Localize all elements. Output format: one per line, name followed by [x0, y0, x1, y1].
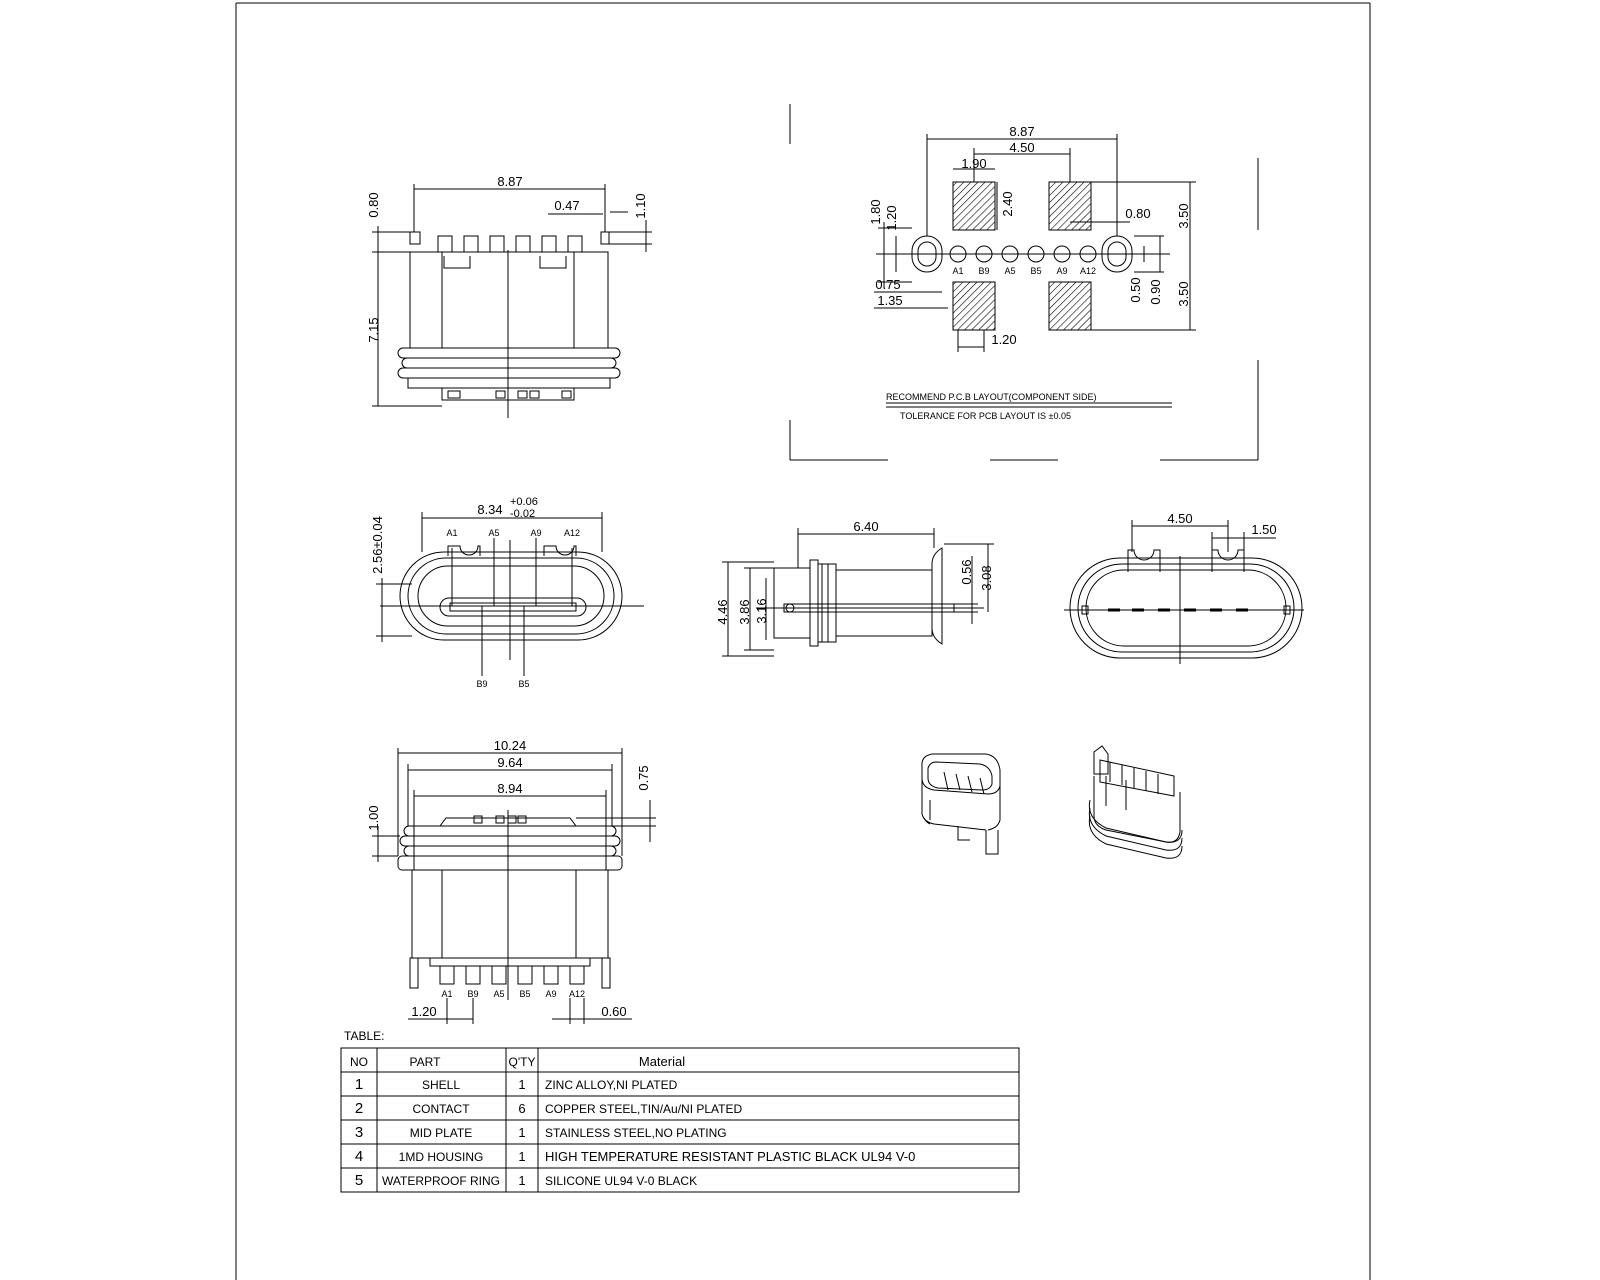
top-height-dim: 7.15	[366, 317, 381, 343]
pcb-padgap-dim: 1.20	[991, 332, 1017, 347]
table-cell-no: 4	[354, 1148, 364, 1165]
front-tol-minus: -0.02	[510, 508, 536, 520]
rear-view	[1064, 511, 1304, 664]
bottom-pin-label: A9	[545, 989, 557, 999]
front-pin-label-top: A5	[488, 528, 500, 538]
table-cell-no: 3	[354, 1124, 364, 1141]
pcb-pin-label: A9	[1056, 266, 1068, 276]
table-cell-qty: 1	[518, 1149, 526, 1164]
pcb-halfup-dim: 3.50	[1176, 203, 1191, 229]
table-header-qty: Q'TY	[508, 1055, 536, 1069]
table-cell-material: ZINC ALLOY,NI PLATED	[545, 1078, 678, 1092]
pcb-pin-label: A12	[1079, 266, 1097, 276]
pcb-smallh-dim: 0.50	[1128, 277, 1143, 303]
pcb-w2-dim: 1.35	[877, 293, 903, 308]
bottom-view	[366, 738, 656, 1024]
front-width-dim: 8.34	[477, 502, 503, 517]
side-length-dim: 6.40	[853, 519, 879, 534]
table-cell-qty: 1	[518, 1077, 526, 1092]
pcb-note-tolerance: TOLERANCE FOR PCB LAYOUT IS ±0.05	[900, 411, 1071, 421]
table-cell-part: MID PLATE	[409, 1126, 473, 1140]
rear-tab-dim: 1.50	[1251, 522, 1277, 537]
table-cell-qty: 1	[518, 1173, 526, 1188]
pcb-h1-dim: 1.80	[868, 199, 883, 225]
pcb-slotw-dim: 0.80	[1125, 206, 1151, 221]
table-cell-material: HIGH TEMPERATURE RESISTANT PLASTIC BLACK UL94 V-0	[545, 1149, 916, 1164]
front-height-dim: 2.56±0.04	[370, 516, 385, 574]
table-cell-material: SILICONE UL94 V-0 BLACK	[545, 1174, 698, 1188]
top-pin-dim: 0.47	[554, 198, 580, 213]
top-top-dim: 0.80	[366, 192, 381, 218]
pcb-halfdown-dim: 3.50	[1176, 281, 1191, 307]
front-pin-label-top: A12	[563, 528, 581, 538]
iso-view-right	[1089, 746, 1182, 858]
front-pin-label-top: A9	[530, 528, 542, 538]
bottom-pin-label: B5	[519, 989, 531, 999]
pcb-h2-dim: 1.20	[884, 205, 899, 231]
table-cell-part: 1MD HOUSING	[398, 1150, 484, 1164]
pcb-w1-dim: 0.75	[875, 277, 901, 292]
top-lead-dim: 1.10	[633, 193, 648, 219]
pcb-pin-label: A5	[1004, 266, 1016, 276]
table-header-material: Material	[638, 1054, 686, 1069]
front-pin-label-bottom: B5	[518, 679, 530, 689]
rear-span-dim: 4.50	[1167, 511, 1193, 526]
pcb-layout	[790, 104, 1258, 460]
bottom-flange-dim: 1.00	[366, 805, 381, 831]
table-cell-no: 1	[354, 1076, 364, 1093]
table-cell-part: CONTACT	[412, 1102, 470, 1116]
pcb-width-dim: 8.87	[1009, 124, 1035, 139]
pcb-pin-label: B9	[978, 266, 990, 276]
bottom-w1-dim: 10.24	[493, 738, 527, 753]
top-width-dim: 8.87	[497, 174, 523, 189]
side-view	[715, 519, 994, 656]
bom-table	[341, 1029, 1019, 1192]
front-pin-label-bottom: B9	[476, 679, 488, 689]
bottom-w3-dim: 8.94	[497, 781, 523, 796]
side-hinner-dim: 3.16	[754, 598, 769, 624]
pcb-pin-label: B5	[1030, 266, 1042, 276]
table-cell-part: SHELL	[421, 1078, 461, 1092]
pcb-pin-label: A1	[952, 266, 964, 276]
table-cell-part: WATERPROOF RING	[382, 1174, 500, 1188]
table-header-no: NO	[350, 1055, 368, 1069]
side-hmid-dim: 3.86	[737, 599, 752, 625]
table-caption: TABLE:	[344, 1029, 385, 1043]
bottom-pin-label: A12	[568, 989, 586, 999]
table-cell-qty: 6	[518, 1101, 526, 1116]
table-cell-qty: 1	[518, 1125, 526, 1140]
side-pinh-dim: 3.08	[979, 565, 994, 591]
table-header-part: PART	[409, 1055, 441, 1069]
table-cell-no: 2	[354, 1100, 364, 1117]
bottom-pitch-dim: 1.20	[411, 1004, 437, 1019]
top-view	[366, 174, 652, 418]
pcb-padw-dim: 1.90	[961, 156, 987, 171]
bottom-pin-label: A5	[493, 989, 505, 999]
front-pin-label-top: A1	[446, 528, 458, 538]
bottom-pin-label: B9	[467, 989, 479, 999]
table-cell-no: 5	[354, 1172, 364, 1189]
front-view	[370, 496, 644, 689]
bottom-pin-label: A1	[441, 989, 453, 999]
pcb-pitch-dim: 4.50	[1009, 140, 1035, 155]
iso-view-left	[922, 754, 1000, 854]
bottom-ring-dim: 0.75	[636, 765, 651, 791]
front-tol-plus: +0.06	[510, 496, 538, 508]
bottom-w2-dim: 9.64	[497, 755, 523, 770]
pcb-note-layout: RECOMMEND P.C.B LAYOUT(COMPONENT SIDE)	[886, 392, 1097, 402]
table-cell-material: COPPER STEEL,TIN/Au/NI PLATED	[545, 1102, 743, 1116]
side-pint-dim: 0.56	[959, 559, 974, 585]
table-cell-material: STAINLESS STEEL,NO PLATING	[545, 1126, 727, 1140]
side-houter-dim: 4.46	[715, 599, 730, 625]
pcb-padh-dim: 2.40	[1000, 191, 1015, 217]
pcb-sloth-dim: 0.90	[1148, 279, 1163, 305]
bottom-pinw-dim: 0.60	[601, 1004, 627, 1019]
